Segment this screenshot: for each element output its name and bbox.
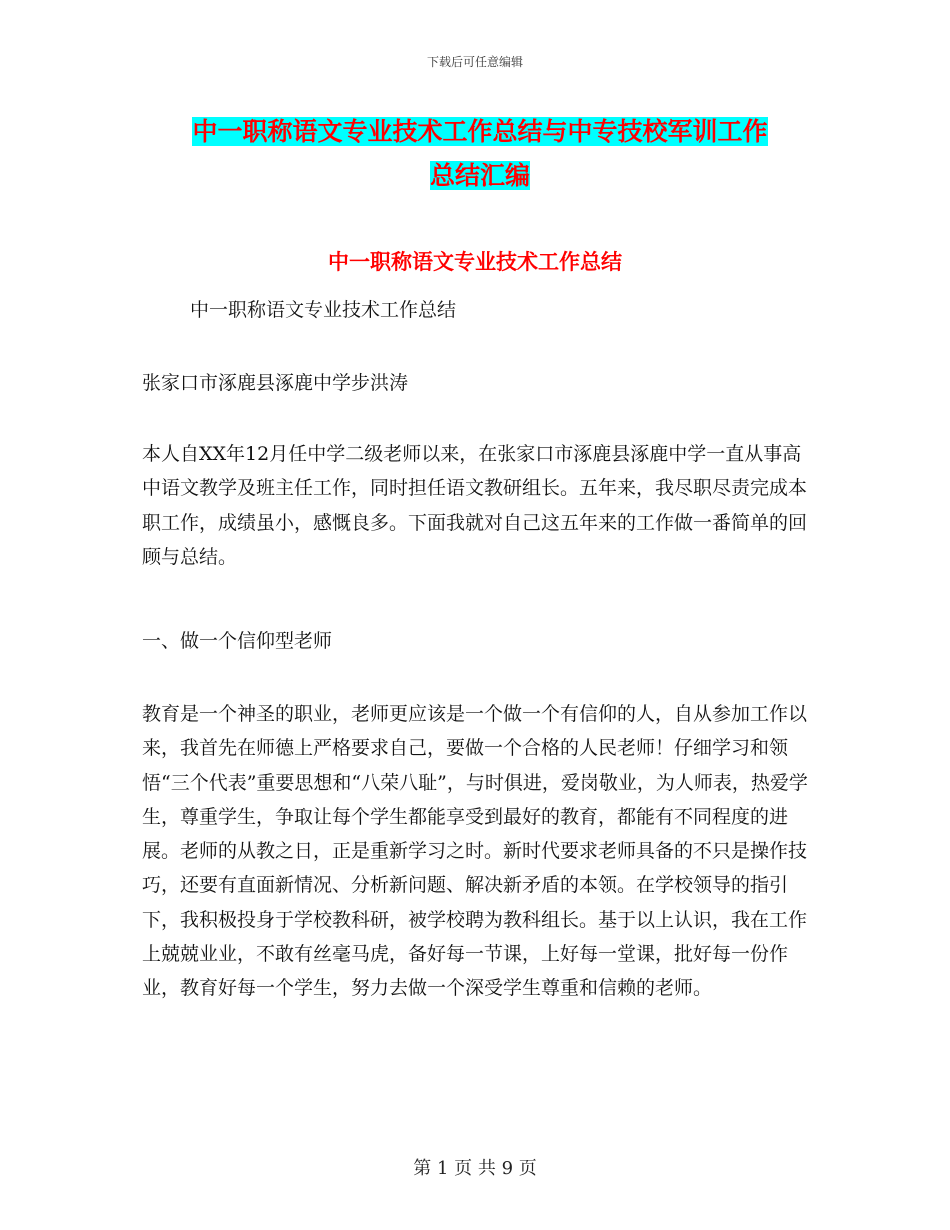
page-number-footer: 第 1 页 共 9 页 bbox=[413, 1158, 537, 1179]
document-title-line-1: 中一职称语文专业技术工作总结与中专技校军训工作 bbox=[192, 117, 768, 146]
section-title: 中一职称语文专业技术工作总结 bbox=[328, 250, 622, 274]
document-title-line-2: 总结汇编 bbox=[429, 161, 530, 190]
author-line: 张家口市涿鹿县涿鹿中学步洪涛 bbox=[142, 372, 409, 394]
intro-paragraph: 本人自XX年12月任中学二级老师以来，在张家口市涿鹿县涿鹿中学一直从事高中语文教学及班主任工作，同时担任语文教研组长。五年来，我尽职尽责完成本职工作，成绩虽小，感慨良多。下面我就对自己这五年来的工作做一番简单的回顾与总结。 bbox=[142, 443, 808, 568]
document-title bbox=[150, 110, 810, 198]
body-paragraph-1: 教育是一个神圣的职业，老师更应该是一个做一个有信仰的人，自从参加工作以来，我首先在师德上严格要求自己，要做一个合格的人民老师！仔细学习和领悟“三个代表”重要思想和“八荣八耻”，与时俱进，爱岗敬业，为人师表，热爱学生，尊重学生，争取让每个学生都能享受到最好的教育，都能有不同程度的进展。老师的从教之日，正是重新学习之时。新时代要求老师具备的不只是操作技巧，还要有直面新情况、分析新问题、解决新矛盾的本领。在学校领导的指引下，我积极投身于学校教科研，被学校聘为教科组长。基于以上认识，我在工作上兢兢业业，不敢有丝毫马虎，备好每一节课，上好每一堂课，批好每一份作业，教育好每一个学生，努力去做一个深受学生尊重和信赖的老师。 bbox=[142, 703, 808, 1000]
page-header-note: 下载后可任意编辑 bbox=[426, 55, 523, 69]
subtitle: 中一职称语文专业技术工作总结 bbox=[190, 299, 457, 321]
section-heading-1: 一、做一个信仰型老师 bbox=[142, 630, 333, 652]
